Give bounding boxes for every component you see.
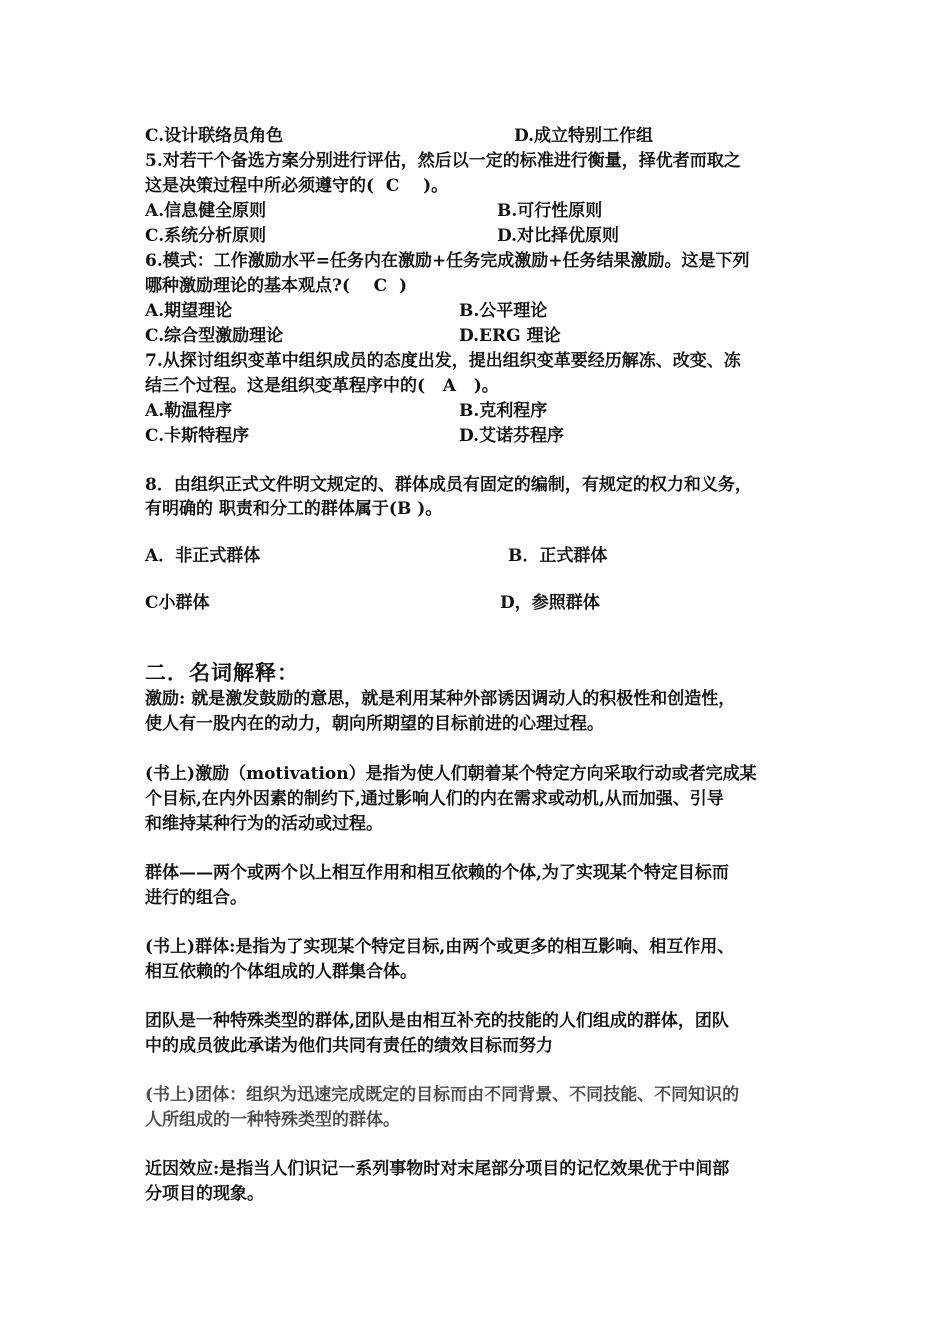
q7-stem-line1: 7.从探讨组织变革中组织成员的态度出发，提出组织变革要经历解冻、改变、冻 (145, 351, 741, 371)
q7-option-a: A.勒温程序 (145, 401, 233, 421)
q5-option-d: D.对比择优原则 (497, 226, 620, 246)
definition-line: 群体——两个或两个以上相互作用和相互依赖的个体,为了实现某个特定目标而 (145, 863, 729, 883)
q4-option-c: C.设计联络员角色 (145, 126, 284, 146)
q7-option-c: C.卡斯特程序 (145, 426, 250, 446)
q8-option-a: A．非正式群体 (145, 546, 261, 566)
q6-option-a: A.期望理论 (145, 301, 233, 321)
q6-stem-line2: 哪种激励理论的基本观点?( C ) (145, 276, 408, 296)
q4-option-d: D.成立特别工作组 (514, 126, 654, 146)
q6-stem-line1: 6.模式：工作激励水平=任务内在激励+任务完成激励+任务结果激励。这是下列 (145, 251, 750, 271)
definition-line: (书上)激励（motivation）是指为使人们朝着某个特定方向采取行动或者完成某 (145, 764, 757, 784)
definition-line: 个目标,在内外因素的制约下,通过影响人们的内在需求或动机,从而加强、引导 (145, 789, 724, 809)
q8-option-d: D，参照群体 (500, 593, 600, 613)
q5-stem-line1: 5.对若干个备选方案分别进行评估，然后以一定的标准进行衡量，择优者而取之 (145, 151, 741, 171)
definition-line: 使人有一股内在的动力，朝向所期望的目标前进的心理过程。 (145, 714, 604, 734)
q5-option-a: A.信息健全原则 (145, 201, 267, 221)
q7-option-b: B.克利程序 (459, 401, 548, 421)
definition-line: 进行的组合。 (145, 888, 247, 908)
q7-stem-line2: 结三个过程。这是组织变革程序中的( A )。 (145, 376, 499, 396)
definition-line: 激励: 就是激发鼓励的意思，就是利用某种外部诱因调动人的积极性和创造性， (145, 689, 736, 709)
q6-option-c: C.综合型激励理论 (145, 326, 284, 346)
q8-option-b: B．正式群体 (508, 546, 608, 566)
definition-line: 人所组成的一种特殊类型的群体。 (145, 1110, 400, 1130)
q8-option-c: C小群体 (145, 593, 210, 613)
q6-option-b: B.公平理论 (459, 301, 548, 321)
q8-stem-line2: 有明确的 职责和分工的群体属于(B )。 (145, 499, 443, 519)
definition-line: 近因效应:是指当人们识记一系列事物时对末尾部分项目的记忆效果优于中间部 (145, 1159, 730, 1179)
definition-line: 相互依赖的个体组成的人群集合体。 (145, 962, 417, 982)
definition-line: 团队是一种特殊类型的群体,团队是由相互补充的技能的人们组成的群体，团队 (145, 1011, 729, 1031)
q5-option-b: B.可行性原则 (497, 201, 603, 221)
definition-line: 分项目的现象。 (145, 1184, 264, 1204)
q7-option-d: D.艾诺芬程序 (459, 426, 565, 446)
section-heading: 二．名词解释： (145, 660, 299, 685)
q8-stem-line1: 8．由组织正式文件明文规定的、群体成员有固定的编制，有规定的权力和义务， (145, 475, 752, 495)
q6-option-d: D.ERG 理论 (459, 326, 561, 346)
definition-line: (书上)团体：组织为迅速完成既定的目标而由不同背景、不同技能、不同知识的 (145, 1085, 740, 1105)
definition-line: 和维持某种行为的活动或过程。 (145, 814, 383, 834)
definition-line: (书上)群体:是指为了实现某个特定目标,由两个或更多的相互影响、相互作用、 (145, 937, 735, 957)
q5-stem-line2: 这是决策过程中所必须遵守的( C )。 (145, 176, 449, 196)
definition-line: 中的成员彼此承诺为他们共同有责任的绩效目标而努力 (145, 1036, 553, 1056)
q5-option-c: C.系统分析原则 (145, 226, 267, 246)
